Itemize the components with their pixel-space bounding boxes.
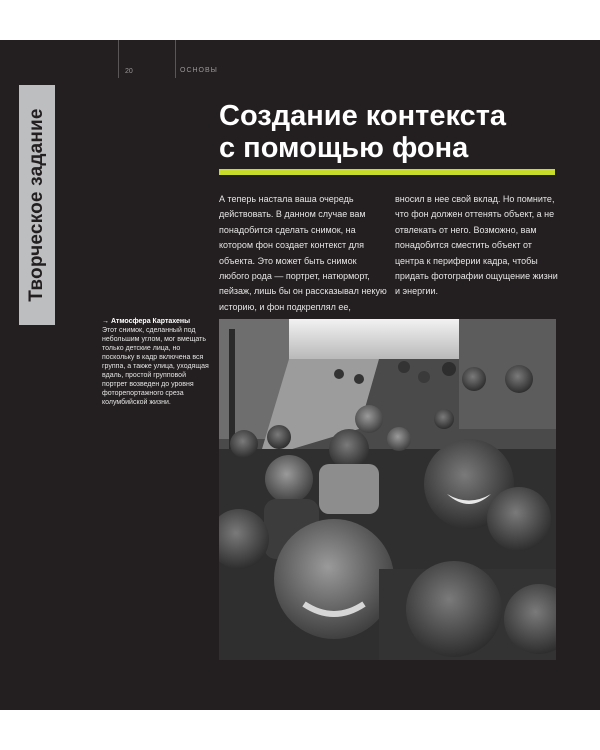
photo-children xyxy=(219,319,556,660)
side-tab-label: Творческое задание xyxy=(26,108,47,302)
body-column-1: А теперь настала ваша очередь действовать. В данном случае вам понадобится сделать снимок, на котором фон создает контекст для объекта. Это может быть снимок любого рода — портрет, натюрморт, пейзаж, лишь бы он рассказывал некую историю, и фон подкреплял ее, xyxy=(219,194,387,312)
accent-bar xyxy=(219,169,555,175)
caption-text: Этот снимок, сделанный под небольшим углом, мог вмещать только детские лица, но поскольку в кадр включена вся группа, а также улица, уходящая вдаль, простой групповой портрет возведен до уровня фоторепортажного среза колумбийской жизни. xyxy=(102,327,209,406)
title-line-2: с помощью фона xyxy=(219,132,469,164)
caption-title: → Атмосфера Картахены xyxy=(102,318,191,325)
page-number: 20 xyxy=(125,68,133,75)
photo-caption xyxy=(102,317,210,407)
article-title xyxy=(219,100,579,164)
book-page xyxy=(0,40,600,710)
header-rule-left xyxy=(118,40,119,78)
photo-image xyxy=(219,319,556,660)
header-rule-right xyxy=(175,40,176,78)
body-column-2: вносил в нее свой вклад. Но помните, что фон должен оттенять объект, а не отвлекать от него. Возможно, вам понадобится сместить объект от центра к периферии кадра, чтобы придать фотографии ощущение жизни и энергии. xyxy=(395,194,558,297)
title-line-1: Создание контекста xyxy=(219,100,507,132)
section-label: ОСНОВЫ xyxy=(180,67,218,74)
